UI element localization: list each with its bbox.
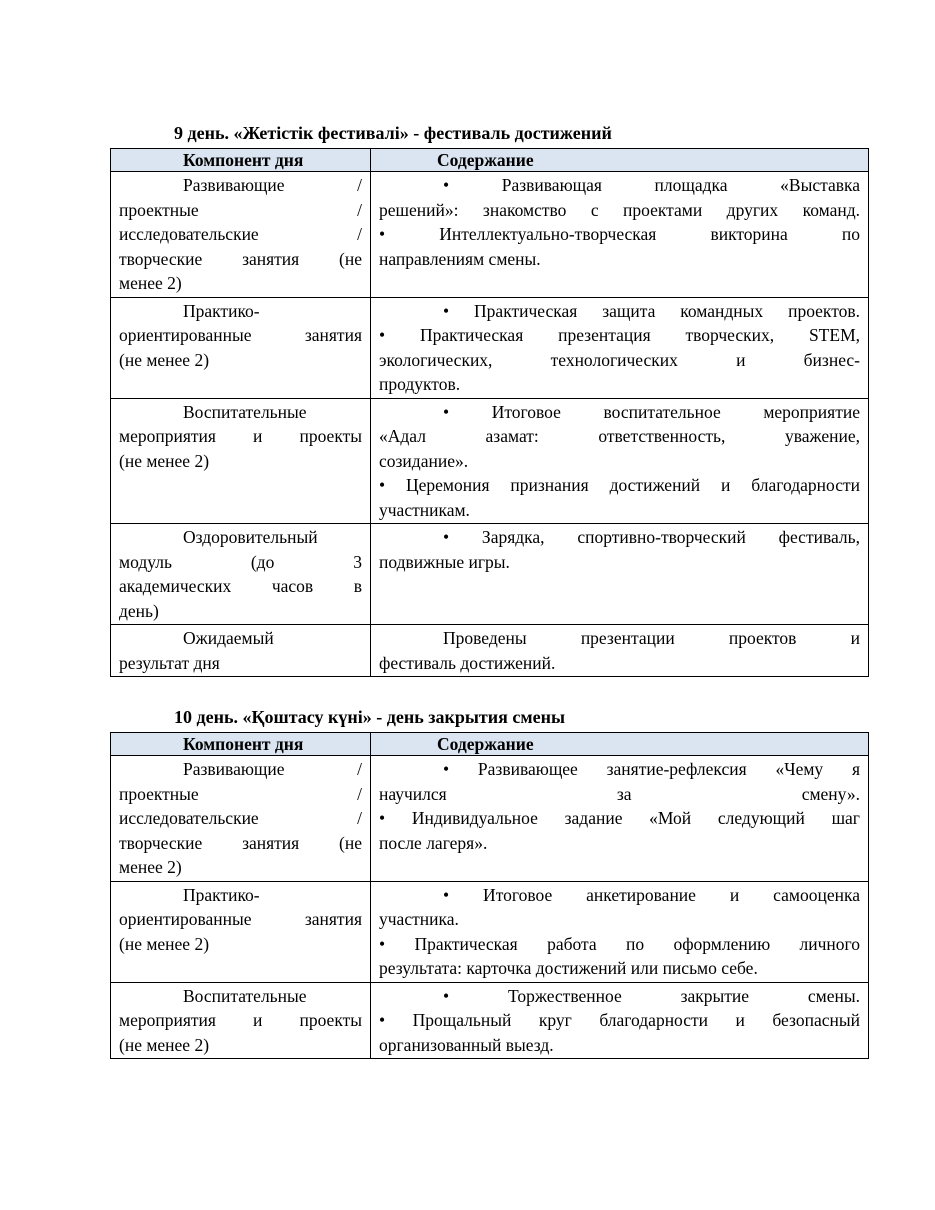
content-cell: [371, 982, 869, 1059]
table-row: [111, 398, 869, 524]
cell-line: день): [119, 600, 159, 621]
header-content: Содержание: [371, 149, 869, 172]
component-cell: [111, 625, 371, 677]
cell-line: модуль (до 3: [119, 551, 362, 572]
cell-line: Развивающие /: [183, 175, 362, 195]
cell-line: мероприятия и проекты: [119, 426, 362, 446]
cell-line: Практико-: [183, 884, 260, 905]
day10-table: [110, 732, 869, 1059]
cell-line: • Практическая презентация творческих, STEM,: [379, 325, 860, 345]
cell-line: созидание».: [379, 450, 469, 471]
day10-section: [110, 706, 868, 1059]
component-cell: [111, 982, 371, 1059]
cell-line: (не менее 2): [119, 349, 210, 370]
cell-line: (не менее 2): [119, 933, 210, 954]
cell-line: научился за смену».: [379, 783, 860, 804]
cell-line: после лагеря».: [379, 832, 488, 853]
table-row: [111, 756, 869, 882]
cell-line: организованный выезд.: [379, 1034, 554, 1055]
cell-line: Воспитательные: [183, 985, 307, 1006]
cell-line: участника.: [379, 909, 459, 929]
table-row: [111, 625, 869, 677]
component-cell: [111, 297, 371, 398]
cell-line: фестиваль достижений.: [379, 652, 556, 673]
cell-line: «Адал азамат: ответственность, уважение,: [379, 426, 860, 446]
header-component: Компонент дня: [111, 149, 371, 172]
header-component: Компонент дня: [111, 733, 371, 756]
cell-line: направлениям смены.: [379, 248, 541, 269]
cell-line: результата: карточка достижений или письмо себе.: [379, 958, 758, 978]
day9-title: 9 день. «Жетістік фестивалі» - фестиваль достижений: [174, 123, 612, 143]
component-cell: [111, 524, 371, 625]
component-cell: [111, 172, 371, 298]
cell-line: • Развивающая площадка «Выставка: [443, 175, 860, 195]
cell-line: Развивающие /: [183, 759, 362, 779]
cell-line: творческие занятия (не: [119, 832, 362, 853]
table-row: [111, 982, 869, 1059]
table-row: [111, 524, 869, 625]
cell-line: • Интеллектуально-творческая викторина по: [379, 224, 860, 244]
table-row: [111, 881, 869, 982]
header-content: Содержание: [371, 733, 869, 756]
day9-section: [110, 122, 868, 677]
cell-line: • Торжественное закрытие смены.: [443, 985, 860, 1006]
content-cell: [371, 881, 869, 982]
cell-line: Ожидаемый: [183, 628, 274, 648]
cell-line: • Развивающее занятие-рефлексия «Чему я: [443, 759, 860, 779]
cell-line: Проведены презентации проектов и: [443, 628, 860, 648]
cell-line: результат дня: [119, 652, 220, 673]
cell-line: • Индивидуальное задание «Мой следующий шаг: [379, 808, 860, 828]
cell-line: экологических, технологических и бизнес-: [379, 349, 860, 370]
day9-table: [110, 148, 869, 677]
cell-line: подвижные игры.: [379, 551, 510, 572]
table-header-row: [111, 733, 869, 756]
cell-line: мероприятия и проекты: [119, 1010, 362, 1030]
cell-line: • Практическая защита командных проектов.: [443, 300, 860, 321]
cell-line: • Зарядка, спортивно-творческий фестиваль,: [443, 527, 860, 547]
content-cell: [371, 398, 869, 524]
cell-line: проектные /: [119, 783, 362, 804]
content-cell: [371, 172, 869, 298]
cell-line: решений»: знакомство с проектами других команд.: [379, 199, 860, 220]
cell-line: ориентированные занятия: [119, 325, 362, 345]
cell-line: менее 2): [119, 273, 182, 293]
component-cell: [111, 881, 371, 982]
cell-line: (не менее 2): [119, 450, 210, 471]
cell-line: Воспитательные: [183, 401, 307, 422]
table-header-row: [111, 149, 869, 172]
cell-line: продуктов.: [379, 374, 461, 394]
component-cell: [111, 398, 371, 524]
day10-title: 10 день. «Қоштасу күні» - день закрытия смены: [174, 707, 566, 727]
cell-line: ориентированные занятия: [119, 909, 362, 929]
cell-line: Оздоровительный: [183, 527, 318, 547]
component-cell: [111, 756, 371, 882]
cell-line: • Итоговое воспитательное мероприятие: [443, 401, 860, 422]
cell-line: академических часов в: [119, 576, 362, 596]
cell-line: менее 2): [119, 857, 182, 877]
cell-line: проектные /: [119, 199, 362, 220]
cell-line: Практико-: [183, 300, 260, 321]
content-cell: [371, 625, 869, 677]
cell-line: • Церемония признания достижений и благодарности: [379, 475, 860, 495]
content-cell: [371, 756, 869, 882]
cell-line: творческие занятия (не: [119, 248, 362, 269]
table-row: [111, 172, 869, 298]
cell-line: • Практическая работа по оформлению личного: [379, 933, 860, 954]
cell-line: участникам.: [379, 499, 470, 520]
cell-line: • Прощальный круг благодарности и безопасный: [379, 1010, 860, 1030]
content-cell: [371, 297, 869, 398]
content-cell: [371, 524, 869, 625]
cell-line: • Итоговое анкетирование и самооценка: [443, 884, 860, 905]
cell-line: (не менее 2): [119, 1034, 210, 1055]
table-row: [111, 297, 869, 398]
cell-line: исследовательские /: [119, 808, 362, 828]
cell-line: исследовательские /: [119, 224, 362, 244]
